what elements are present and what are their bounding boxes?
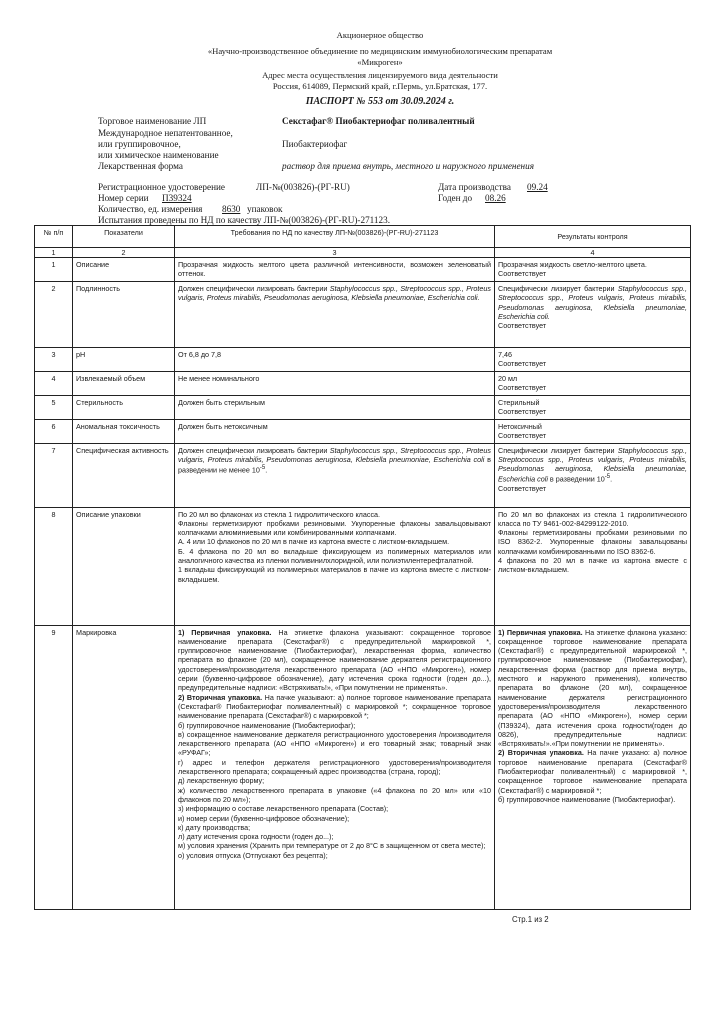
col-number: 2 xyxy=(73,248,175,258)
table-row xyxy=(35,507,691,625)
table-row xyxy=(35,282,691,348)
row-result xyxy=(495,258,691,282)
requirement-paragraph: 1 вкладыш фиксирующий из полимерных материалов в пачке из картона вместе с листком-вкладышем. xyxy=(178,565,491,584)
marking-item: о) условия отпуска (Отпускают без рецепта); xyxy=(178,850,328,860)
row-result xyxy=(495,443,691,507)
result-paragraph: 4 флакона по 20 мл в пачке из картона вместе с листком-вкладышем. xyxy=(498,556,687,575)
result-end: . xyxy=(610,474,613,484)
secondary-package-text: На пачке указано: а) полное торговое наименование препарата (Секстафаг® Пиобактериофаг поливалентный) с маркировкой *, сокращенное торговое наименование препарата (Секстафаг®) с маркировкой *; xyxy=(498,748,687,795)
row-num: 4 xyxy=(35,372,73,396)
inn-label-2: или группировочное, xyxy=(98,139,181,149)
table-row xyxy=(35,443,691,507)
bacteria-list: Staphylococcus spp., Streptococcus spp., Proteus vulgaris, Proteus mirabilis, Pseudomonas aeruginosa, Klebsiella pneumoniae, Escherichia coli xyxy=(498,445,687,484)
row-requirement: Должен быть стерильным xyxy=(175,396,495,420)
row-indicator: pH xyxy=(73,348,175,372)
marking-item: б) группировочное наименование (Пиобактериофаг); xyxy=(178,720,356,730)
org-name-line1: «Научно-производственное объединение по медицинским иммунобиологическим препаратам xyxy=(207,46,553,56)
row-result xyxy=(495,507,691,625)
primary-package-heading: 1) Первичная упаковка. xyxy=(498,627,583,637)
row-num: 7 xyxy=(35,443,73,507)
col-number: 3 xyxy=(175,248,495,258)
form-value: раствор для приема внутрь, местного и наружного применения xyxy=(282,161,534,171)
row-num: 2 xyxy=(35,282,73,348)
row-requirement xyxy=(175,282,495,348)
row-requirement xyxy=(175,507,495,625)
secondary-package-text: На пачке указывают: а) полное торговое наименование препарата (Секстафаг® Пиобактериофаг поливалентный) с маркировкой *; сокращенное торговое наименование препарата (Секстафаг®) с маркировкой *; xyxy=(178,692,491,721)
table-row xyxy=(35,348,691,372)
marking-item: д) лекарственную форму; xyxy=(178,776,265,786)
marking-item: г) адрес и телефон держателя регистрационного удостоверения/производителя лекарственного препарата; сокращенный адрес производства (страна, город); xyxy=(178,757,491,777)
header-result: Результаты контроля xyxy=(495,226,691,248)
requirement-exponent: -5 xyxy=(259,465,266,472)
row-requirement: От 6,8 до 7,8 xyxy=(175,348,495,372)
quantity-unit: упаковок xyxy=(247,204,283,214)
row-result xyxy=(495,348,691,372)
primary-package-text: На этикетке флакона указано: сокращенное торговое наименование препарата (Секстафаг®) с предупредительной маркировкой *, группировочное наименование (Пиобактериофаг), лекарственная форма (раствор для приема внутрь, местного и наружного применения), количество препарата во флаконе (20 мл), сокращенное наименование держателя регистрационного удостоверения/производителя лекарственного препарата (АО «НПО «Микроген»), номер серии (П39324), дата истечения срока годности(годен до 0826), предупредительные надписи: «Встряхивать!».«При помутнении не применять». xyxy=(498,627,687,749)
row-result xyxy=(495,396,691,420)
result-text: Специфически лизирует бактерии xyxy=(498,284,618,293)
bacteria-list: Staphylococcus spp., Streptococcus spp., Proteus vulgaris, Proteus mirabilis, Pseudomonas aeruginosa, Klebsiella pneumoniae, Escherichia coli xyxy=(178,445,491,464)
table-row xyxy=(35,396,691,420)
requirement-paragraph: А. 4 или 10 флаконов по 20 мл в пачке из картона вместе с листком-вкладышем. xyxy=(178,537,450,547)
result-text: Прозрачная жидкость светло-желтого цвета. xyxy=(498,260,647,269)
secondary-package-heading: 2) Вторичная упаковка. xyxy=(178,692,263,702)
result-text: 7,46 xyxy=(498,350,512,359)
result-verdict: Соответствует xyxy=(498,407,547,417)
requirement-text: Должен специфически лизировать бактерии xyxy=(178,284,330,293)
row-result xyxy=(495,625,691,909)
row-indicator: Описание xyxy=(73,258,175,282)
row-requirement xyxy=(175,443,495,507)
result-text: Специфически лизирует бактерии xyxy=(498,445,618,455)
reg-value: ЛП-№(003826)-(РГ-RU) xyxy=(256,182,350,192)
row-requirement: Прозрачная жидкость желтого цвета различной интенсивности, возможен зеленоватый оттенок. xyxy=(175,258,495,282)
result-verdict: Соответствует xyxy=(498,484,547,494)
form-label: Лекарственная форма xyxy=(98,161,183,171)
org-name-line2: «Микроген» xyxy=(357,57,403,67)
header-indicator: Показатели xyxy=(73,226,175,248)
result-verdict: Соответствует xyxy=(498,430,547,440)
result-verdict: Соответствует xyxy=(498,383,547,393)
row-result xyxy=(495,372,691,396)
primary-package-text: На этикетке флакона указывают: сокращенное торговое наименование препарата (Секстафаг®) с предупредительной маркировкой *, группировочное наименование (Пиобактериофаг), лекарственная форма, количество препарата во флаконе (20 мл), сокращенное наименование держателя регистрационного удостоверения/производителя лекарственного препарата (АО «НПО «Микроген»), номер серии (буквенно-цифровое обозначение), дату истечения срока годности (годен до...), предупредительные надписи: «Встряхивать!», «При помутнении не применять». xyxy=(178,627,491,693)
result-verdict: Соответствует xyxy=(498,269,547,279)
series-label: Номер серии xyxy=(98,193,149,203)
table-column-numbers-row xyxy=(35,248,691,258)
expiry-value: 08.26 xyxy=(485,193,506,203)
secondary-package-heading: 2) Вторичная упаковка. xyxy=(498,748,584,758)
page-number: Стр.1 из 2 xyxy=(512,915,549,924)
marking-item: л) дату истечения срока годности (годен до...); xyxy=(178,832,334,842)
row-indicator: Стерильность xyxy=(73,396,175,420)
table-row xyxy=(35,258,691,282)
expiry-label: Годен до xyxy=(438,193,473,203)
table-row xyxy=(35,419,691,443)
row-result xyxy=(495,282,691,348)
row-num: 3 xyxy=(35,348,73,372)
row-indicator: Специфическая активность xyxy=(73,443,175,507)
requirement-paragraph: Б. 4 флакона по 20 мл во вкладыше фиксирующем из полимерных материалов или аналогичного качества из пленки поливинилхлоридной, или полиэтилентерефталатной. xyxy=(178,546,491,566)
row-indicator: Подлинность xyxy=(73,282,175,348)
row-num: 5 xyxy=(35,396,73,420)
row-indicator: Извлекаемый объем xyxy=(73,372,175,396)
result-dilution: в разведении 10 xyxy=(547,474,605,484)
marking-item: б) группировочное наименование (Пиобактериофаг). xyxy=(498,794,676,804)
row-num: 8 xyxy=(35,507,73,625)
quantity-label: Количество, ед. измерения xyxy=(98,204,203,214)
primary-package-heading: 1) Первичная упаковка. xyxy=(178,627,272,637)
marking-item: к) дату производства; xyxy=(178,822,251,832)
marking-item: м) условия хранения (Хранить при температуре от 2 до 8°С в защищенном от света месте); xyxy=(178,841,486,851)
row-result xyxy=(495,419,691,443)
requirement-end: . xyxy=(265,465,268,475)
inn-label-3: или химическое наименование xyxy=(98,150,219,160)
row-indicator: Аномальная токсичность xyxy=(73,419,175,443)
marking-item: ж) количество лекарственного препарата в упаковке («4 флакона по 20 мл» или «10 флаконов по 20 мл»); xyxy=(178,785,491,804)
result-paragraph: По 20 мл во флаконах из стекла 1 гидролитического класса по ТУ 9461-002-84299122-2010. xyxy=(498,509,687,528)
table-row xyxy=(35,625,691,909)
prod-date-value: 09.24 xyxy=(527,182,548,192)
result-text: Нетоксичный xyxy=(498,421,542,431)
inn-label-1: Международное непатентованное, xyxy=(98,128,233,138)
row-requirement xyxy=(175,625,495,909)
result-text: 20 мл xyxy=(498,374,518,383)
row-num: 6 xyxy=(35,419,73,443)
result-paragraph: Флаконы герметизированы пробками резиновыми по ISO 8362-2. Укупоренные флаконы завальцованы колпачками комбинированными по ISO 8362-6. xyxy=(498,528,687,556)
row-requirement: Не менее номинального xyxy=(175,372,495,396)
quantity-value: 8630 xyxy=(222,204,241,214)
header-num: № п/п xyxy=(35,226,73,248)
header-requirement: Требования по НД по качеству ЛП-№(003826)-(РГ-RU)-271123 xyxy=(175,226,495,248)
bacteria-list: Staphylococcus spp., Streptococcus spp., Proteus vulgaris, Proteus mirabilis, Pseudomonas aeruginosa, Klebsiella pneumoniae, Escherichia coli. xyxy=(498,284,687,321)
row-requirement: Должен быть нетоксичным xyxy=(175,419,495,443)
requirement-paragraph: Флаконы герметизируют пробками резиновыми. Укупоренные флаконы завальцовывают колпачками алюминиевыми или комбинированными колпачками. xyxy=(178,518,491,538)
result-verdict: Соответствует xyxy=(498,321,547,331)
marking-item: з) информацию о составе лекарственного препарата (Состав); xyxy=(178,804,389,814)
table-header-row xyxy=(35,226,691,248)
col-number: 1 xyxy=(35,248,73,258)
prod-date-label: Дата производства xyxy=(438,182,511,192)
address: Россия, 614089, Пермский край, г.Пермь, ул.Братская, 177. xyxy=(272,81,488,91)
series-value: П39324 xyxy=(162,193,192,203)
address-title: Адрес места осуществления лицензируемого вида деятельности xyxy=(262,70,498,80)
row-num: 1 xyxy=(35,258,73,282)
col-number: 4 xyxy=(495,248,691,258)
reg-label: Регистрационное удостоверение xyxy=(98,182,225,192)
table-row xyxy=(35,372,691,396)
requirement-paragraph: По 20 мл во флаконах из стекла 1 гидролитического класса. xyxy=(178,509,381,519)
passport-title: ПАСПОРТ № 553 от 30.09.2024 г. xyxy=(305,96,455,107)
quality-control-table xyxy=(34,225,691,910)
trade-name-value: Секстафаг® Пиобактериофаг поливалентный xyxy=(282,116,475,126)
marking-item: в) сокращенное наименование держателя регистрационного удостоверения /производителя лекарственного препарата (АО «НПО «Микроген») и его товарный знак; товарный знак «РУФАГ»; xyxy=(178,729,491,758)
bacteria-list: Staphylococcus spp., Streptococcus spp., Proteus vulgaris, Proteus mirabilis, Pseudomonas aeruginosa, Klebsiella pneumoniae, Escherichia coli. xyxy=(178,284,491,303)
result-text: Стерильный xyxy=(498,398,540,407)
requirement-text: Должен специфически лизировать бактерии xyxy=(178,445,330,455)
marking-item: и) номер серии (буквенно-цифровое обозначение); xyxy=(178,813,350,823)
tests-line: Испытания проведены по НД по качеству ЛП-№(003826)-(РГ-RU)-271123. xyxy=(98,215,391,225)
company-type: Акционерное общество xyxy=(336,30,424,40)
result-verdict: Соответствует xyxy=(498,359,547,369)
inn-value: Пиобактериофаг xyxy=(282,139,348,149)
row-num: 9 xyxy=(35,625,73,909)
trade-name-label: Торговое наименование ЛП xyxy=(98,116,207,126)
result-exponent: -5 xyxy=(604,474,611,481)
requirement-dilution: в разведении не менее 10 xyxy=(178,454,491,475)
row-indicator: Маркировка xyxy=(73,625,175,909)
row-indicator: Описание упаковки xyxy=(73,507,175,625)
